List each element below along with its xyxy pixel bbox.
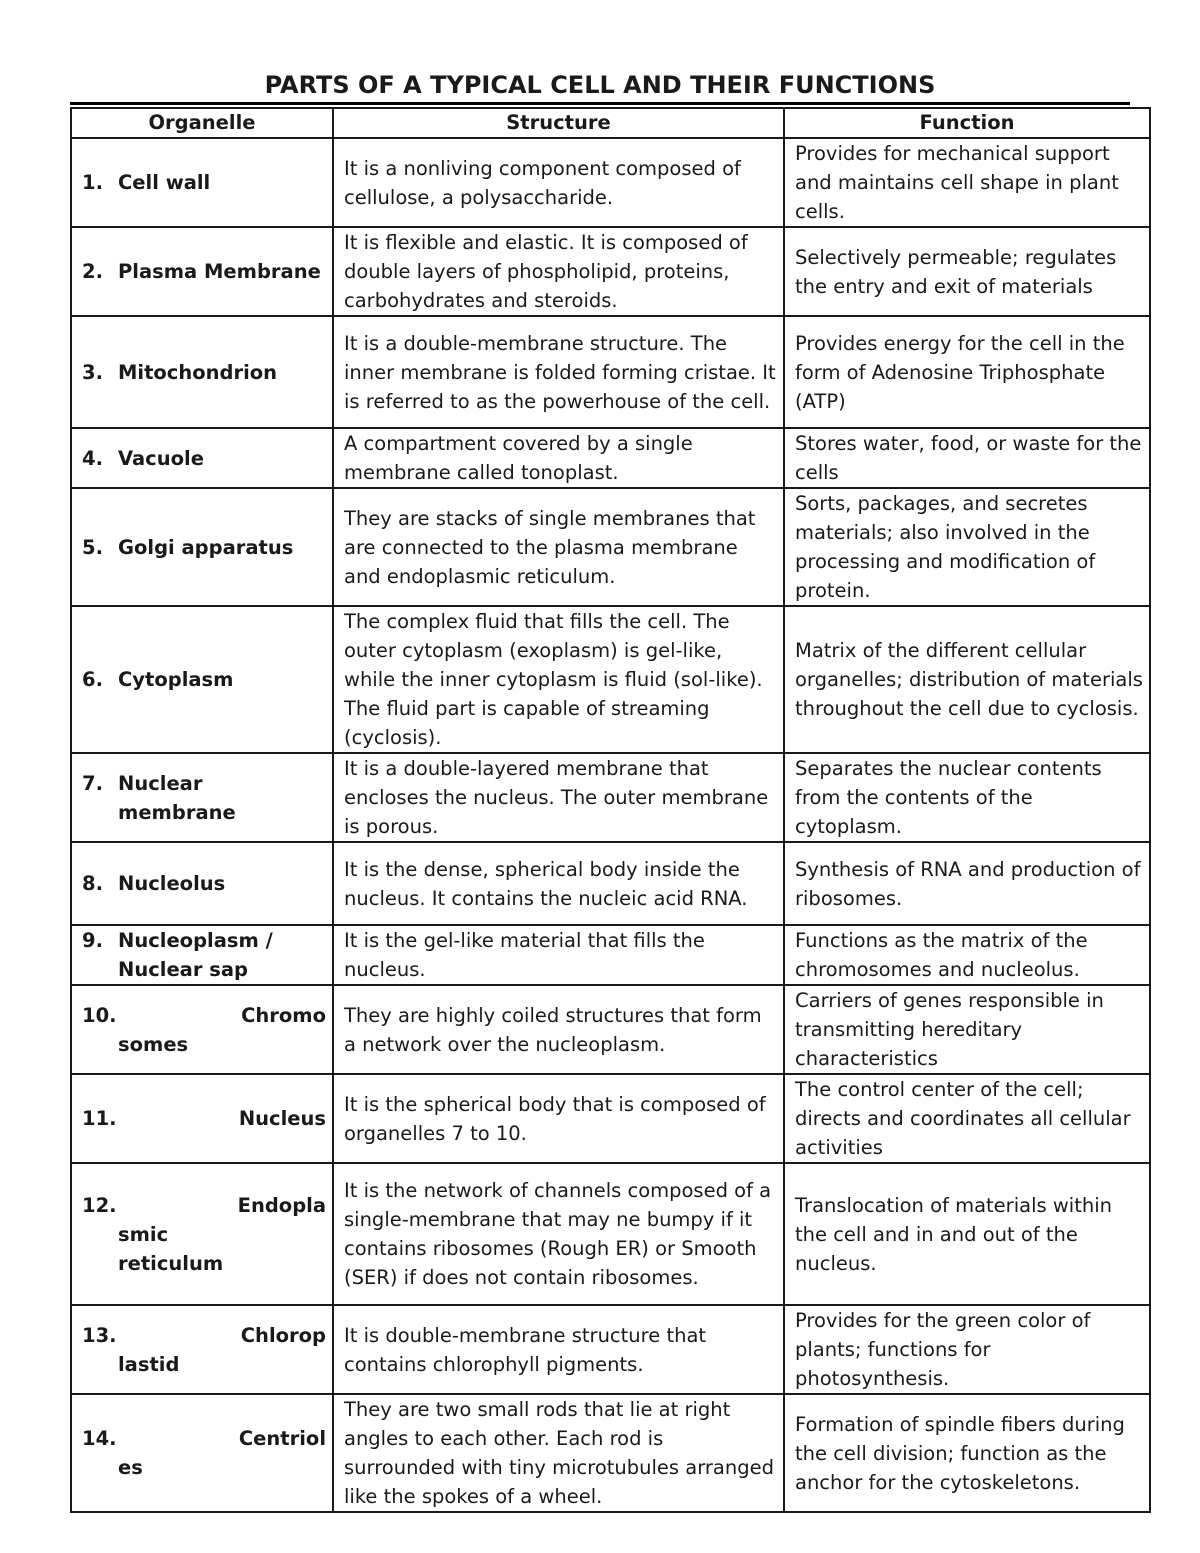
organelle-name-continued: somes (118, 1032, 189, 1056)
structure-cell: A compartment covered by a single membrane called tonoplast. (333, 428, 784, 488)
organelle-number: 11. (82, 1107, 117, 1130)
function-cell: Stores water, food, or waste for the cells (784, 428, 1150, 488)
organelle-name: Chromo (241, 1003, 326, 1027)
organelle-name: Mitochondrion (118, 360, 278, 384)
function-cell: The control center of the cell; directs and coordinates all cellular activities (784, 1074, 1150, 1163)
organelle-name: Plasma Membrane (118, 260, 321, 283)
organelle-cell (71, 138, 333, 227)
organelle-name: Centriol (238, 1427, 326, 1450)
header-structure: Structure (333, 108, 784, 138)
organelle-cell (71, 1305, 333, 1394)
table-row (71, 753, 1150, 842)
structure-cell: They are highly coiled structures that form a network over the nucleoplasm. (333, 985, 784, 1074)
organelle-number: 2. (82, 260, 103, 283)
function-cell: Carriers of genes responsible in transmitting hereditary characteristics (784, 985, 1150, 1074)
structure-cell: It is double-membrane structure that contains chlorophyll pigments. (333, 1305, 784, 1394)
function-cell: Synthesis of RNA and production of ribosomes. (784, 842, 1150, 925)
organelle-name: Vacuole (118, 446, 204, 470)
table-row (71, 138, 1150, 227)
organelle-name-continued: smic reticulum (118, 1222, 224, 1275)
organelle-number: 1. (82, 171, 103, 194)
function-cell: Functions as the matrix of the chromosomes and nucleolus. (784, 925, 1150, 985)
organelle-name: Cell wall (118, 171, 211, 194)
page-title: PARTS OF A TYPICAL CELL AND THEIR FUNCTIONS (264, 71, 936, 99)
structure-cell: It is the spherical body that is composed of organelles 7 to 10. (333, 1074, 784, 1163)
organelle-number: 7. (82, 771, 103, 795)
organelle-number: 4. (82, 446, 103, 470)
table-row (71, 606, 1150, 753)
structure-cell: It is a double-layered membrane that encloses the nucleus. The outer membrane is porous. (333, 753, 784, 842)
organelle-name: Endopla (237, 1193, 326, 1217)
organelle-name: Cytoplasm (118, 668, 234, 691)
organelle-cell (71, 1074, 333, 1163)
organelle-number: 9. (82, 929, 103, 952)
header-function: Function (784, 108, 1150, 138)
organelle-cell (71, 316, 333, 428)
structure-cell: It is a nonliving component composed of cellulose, a polysaccharide. (333, 138, 784, 227)
organelle-number: 14. (82, 1427, 117, 1450)
structure-cell: It is the network of channels composed of a single-membrane that may ne bumpy if it contains ribosomes (Rough ER) or Smooth (SER) if does not contain ribosomes. (333, 1163, 784, 1305)
table-row (71, 925, 1150, 985)
organelle-cell (71, 606, 333, 753)
table-row (71, 316, 1150, 428)
table-row (71, 985, 1150, 1074)
organelle-name: Chlorop (240, 1323, 326, 1347)
organelle-name: Nuclear membrane (118, 771, 236, 824)
table-row (71, 842, 1150, 925)
organelle-number: 12. (82, 1193, 117, 1217)
organelle-number: 5. (82, 535, 103, 559)
organelle-cell (71, 428, 333, 488)
organelle-cell (71, 925, 333, 985)
organelle-name-continued: es (118, 1456, 143, 1479)
organelle-name: Nucleus (238, 1107, 326, 1130)
function-cell: Provides energy for the cell in the form of Adenosine Triphosphate (ATP) (784, 316, 1150, 428)
function-cell: Matrix of the different cellular organelles; distribution of materials throughout the cell due to cyclosis. (784, 606, 1150, 753)
table-row (71, 1305, 1150, 1394)
structure-cell: It is a double-membrane structure. The inner membrane is folded forming cristae. It is referred to as the powerhouse of the cell. (333, 316, 784, 428)
function-cell: Separates the nuclear contents from the contents of the cytoplasm. (784, 753, 1150, 842)
organelle-name: Nucleolus (118, 872, 226, 895)
organelle-cell (71, 1394, 333, 1512)
organelle-number: 3. (82, 360, 103, 384)
function-cell: Formation of spindle fibers during the cell division; function as the anchor for the cytoskeletons. (784, 1394, 1150, 1512)
table-row (71, 488, 1150, 606)
organelle-cell (71, 753, 333, 842)
organelle-cell (71, 842, 333, 925)
organelle-number: 8. (82, 872, 103, 895)
table-row (71, 428, 1150, 488)
organelle-table (70, 107, 1151, 1513)
structure-cell: They are two small rods that lie at right angles to each other. Each rod is surrounded with tiny microtubules arranged like the spokes of a wheel. (333, 1394, 784, 1512)
structure-cell: They are stacks of single membranes that are connected to the plasma membrane and endoplasmic reticulum. (333, 488, 784, 606)
structure-cell: It is the gel-like material that fills the nucleus. (333, 925, 784, 985)
organelle-cell (71, 985, 333, 1074)
organelle-name-continued: lastid (118, 1352, 180, 1376)
structure-cell: The complex fluid that fills the cell. The outer cytoplasm (exoplasm) is gel-like, while the inner cytoplasm is fluid (sol-like). The fluid part is capable of streaming (cyclosis). (333, 606, 784, 753)
organelle-number: 10. (82, 1003, 117, 1027)
organelle-name: Golgi apparatus (118, 535, 294, 559)
table-row (71, 1394, 1150, 1512)
structure-cell: It is the dense, spherical body inside the nucleus. It contains the nucleic acid RNA. (333, 842, 784, 925)
table-row (71, 1074, 1150, 1163)
organelle-cell (71, 227, 333, 316)
organelle-cell (71, 488, 333, 606)
organelle-name: Nucleoplasm / Nuclear sap (118, 929, 273, 981)
function-cell: Translocation of materials within the cell and in and out of the nucleus. (784, 1163, 1150, 1305)
header-organelle: Organelle (71, 108, 333, 138)
function-cell: Selectively permeable; regulates the entry and exit of materials (784, 227, 1150, 316)
table-row (71, 1163, 1150, 1305)
table-row (71, 227, 1150, 316)
function-cell: Sorts, packages, and secretes materials; also involved in the processing and modification of protein. (784, 488, 1150, 606)
table-header-row (71, 108, 1150, 138)
structure-cell: It is flexible and elastic. It is composed of double layers of phospholipid, proteins, carbohydrates and steroids. (333, 227, 784, 316)
organelle-cell (71, 1163, 333, 1305)
function-cell: Provides for the green color of plants; functions for photosynthesis. (784, 1305, 1150, 1394)
title-underline (70, 102, 1130, 105)
organelle-number: 13. (82, 1323, 117, 1347)
function-cell: Provides for mechanical support and maintains cell shape in plant cells. (784, 138, 1150, 227)
organelle-number: 6. (82, 668, 103, 691)
